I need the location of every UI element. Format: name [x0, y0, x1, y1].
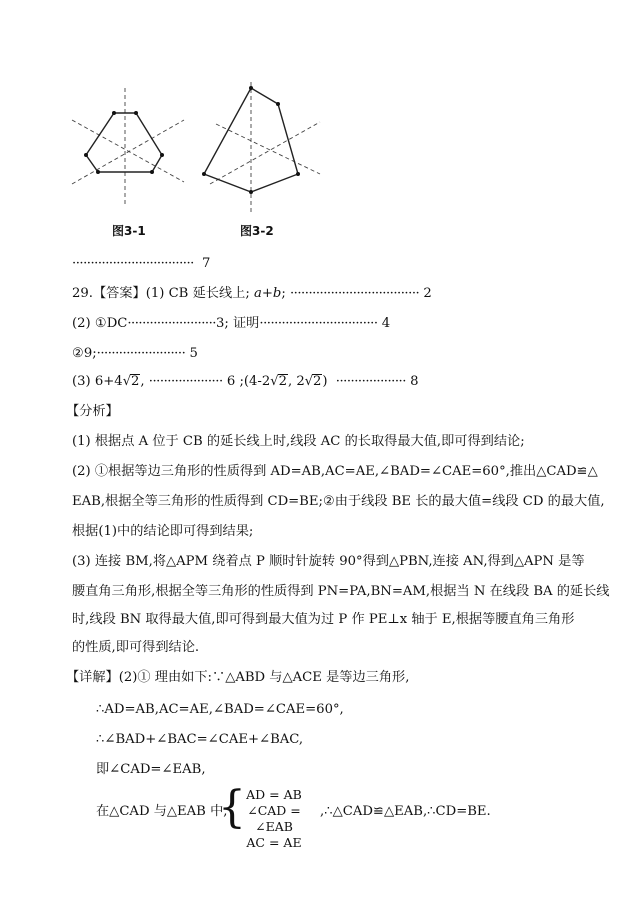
answer-2-dc: (2) ①DC	[72, 316, 128, 331]
answer-line-4: (3) 6+4√2, ···················· 6 ;(4-2√2, 2√2) ··················· 8	[72, 374, 419, 389]
equation-system	[228, 787, 320, 851]
detail-line-4-pre: 在△CAD 与△EAB 中,	[96, 804, 228, 819]
answer-heading: 29.【答案】(1) CB 延长线上;	[72, 286, 250, 301]
figure-3-1-diagram	[66, 86, 196, 206]
detail-line-2: ∴∠BAD+∠BAC=∠CAE+∠BAC,	[96, 732, 304, 747]
answer-3-c: ;(4-2	[239, 374, 271, 389]
answer-ab: a+b	[253, 286, 282, 301]
dot-leader: ························	[96, 346, 186, 361]
analysis-line-8: 的性质,即可得到结论.	[72, 640, 200, 655]
score-5: 5	[189, 346, 198, 361]
figure-3-2-diagram	[196, 80, 330, 214]
dot-leader: ·································	[72, 256, 194, 271]
sqrt-2: 2	[131, 374, 140, 389]
sqrt-2: 2	[278, 374, 287, 389]
system-brace: {	[218, 782, 246, 833]
sqrt-2: 2	[313, 374, 322, 389]
analysis-line-7: 时,线段 BN 取得最大值,即可得到最大值为过 P 作 PE⊥x 轴于 E,根据等腰直角三角形	[72, 612, 575, 627]
equation-1: AD = AB	[246, 787, 302, 802]
dot-leader: ························	[127, 316, 216, 331]
score-7: 7	[202, 256, 211, 271]
detail-line-3: 即∠CAD=∠EAB,	[96, 762, 206, 777]
dot-leader: ···················	[335, 374, 406, 389]
score-6: 6	[226, 374, 236, 389]
answer-3-e: )	[322, 374, 328, 389]
figure-3-1-caption: 图3-1	[112, 224, 146, 238]
score-4: 4	[381, 316, 391, 331]
analysis-line-2: (2) ①根据等边三角形的性质得到 AD=AB,AC=AE,∠BAD=∠CAE=60°,推出△CAD≌△	[72, 464, 598, 479]
analysis-heading: 【分析】	[66, 404, 119, 419]
detail-line-1: ∴AD=AB,AC=AE,∠BAD=∠CAE=60°,	[96, 702, 344, 717]
score-2: 2	[423, 286, 432, 301]
dot-leader: ····················	[148, 374, 223, 389]
dot-leader: ································	[259, 316, 378, 331]
analysis-line-1: (1) 根据点 A 位于 CB 的延长线上时,线段 AC 的长取得最大值,即可得到结论;	[72, 434, 525, 449]
figure-3-2	[196, 80, 330, 214]
answer-3-d: , 2	[287, 374, 305, 389]
score-8: 8	[410, 374, 419, 389]
detail-heading: 【详解】(2)① 理由如下:∵△ABD 与△ACE 是等边三角形,	[66, 670, 410, 685]
answer-line-1	[72, 284, 432, 304]
figure-3-2-caption: 图3-2	[240, 224, 274, 238]
figure-3-1	[66, 86, 196, 206]
score-line-7	[72, 254, 210, 274]
equation-2: ∠CAD = ∠EAB	[247, 803, 301, 834]
analysis-line-4: 根据(1)中的结论即可得到结果;	[72, 524, 254, 539]
analysis-line-5: (3) 连接 BM,将△APM 绕着点 P 顺时针旋转 90°得到△PBN,连接 AN,得到△APN 是等	[72, 554, 585, 569]
answer-line-3	[72, 344, 198, 364]
dot-leader: ···································	[289, 286, 420, 301]
detail-line-4-post: ,∴△CAD≌△EAB,∴CD=BE.	[320, 804, 491, 819]
comma: ,	[140, 374, 145, 389]
answer-2-9: ②9;	[72, 346, 97, 361]
answer-3-a: (3) 6+4	[72, 374, 123, 389]
equation-3: AC = AE	[246, 835, 302, 850]
answer-line-2	[72, 314, 390, 334]
analysis-line-3: EAB,根据全等三角形的性质得到 CD=BE;②由于线段 BE 长的最大值=线段 CD 的最大值,	[72, 494, 605, 509]
answer-2-proof: 3; 证明	[215, 316, 260, 331]
answer-sep: ;	[281, 286, 286, 301]
analysis-line-6: 腰直角三角形,根据全等三角形的性质得到 PN=PA,BN=AM,根据当 N 在线段 BA 的延长线	[72, 584, 610, 599]
